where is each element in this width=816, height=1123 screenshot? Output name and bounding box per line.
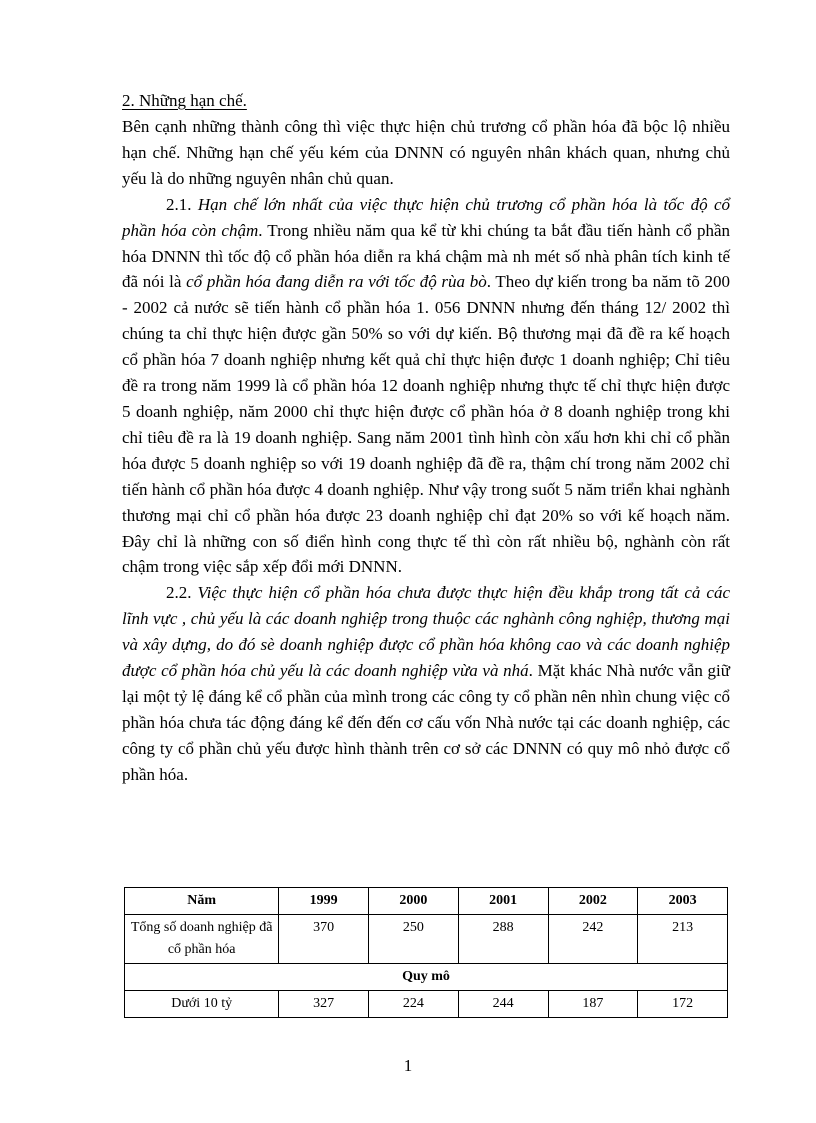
table-cell: 244 (458, 991, 548, 1018)
p22-text-1: . Mặt khác Nhà nước vẫn giữ lại một tỷ lệ đáng kể cổ phần của mình trong các công ty cổ phần nên nhìn chung việc cổ phần hóa chưa tác động đáng kể đến đến cơ cấu vốn Nhà nước tại các doanh nghiệp, các công ty cổ phần chủ yếu được hình thành trên cơ sở các DNNN có quy mô nhỏ được cổ phần hóa. (122, 661, 730, 784)
table-section-label: Quy mô (125, 964, 728, 991)
table-cell: 187 (548, 991, 638, 1018)
table-cell: 172 (638, 991, 728, 1018)
table-row-label: Tổng số doanh nghiệp đã cổ phần hóa (125, 915, 279, 964)
p21-text-2: . Theo dự kiến trong ba năm tõ 200 - 2002 cả nước sẽ tiến hành cổ phần hóa 1. 056 DNNN nhưng đến tháng 12/ 2002 thì chúng ta chỉ thực hiện được gần 50% so với dự kiến. Bộ thương mại đã đề ra kế hoạch cổ phần hóa 7 doanh nghiệp nhưng kết quả chỉ thực hiện được 1 doanh nghiệp; Chỉ tiêu đề ra trong năm 1999 là cổ phần hóa 12 doanh nghiệp nhưng thực tế chỉ thực hiện được 5 doanh nghiệp, năm 2000 chỉ thực hiện được cổ phần hóa ở 8 doanh nghiệp trong khi chỉ tiêu đề ra là 19 doanh nghiệp. Sang năm 2001 tình hình còn xấu hơn khi chỉ cổ phần hóa được 5 doanh nghiệp so với 19 doanh nghiệp đã đề ra, thậm chí trong năm 2002 chỉ tiến hành cổ phần hóa được 4 doanh nghiệp. Như vậy trong suốt 5 năm triển khai nghành thương mại chỉ cổ phần hóa được 23 doanh nghiệp chỉ đạt 20% so với kế hoạch năm. Đây chỉ là những con số điển hình cong thực tế thì còn rất nhiều bộ, nghành còn rất chậm trong việc sắp xếp đổi mới DNNN. (122, 272, 731, 577)
page-number: 1 (403, 1056, 413, 1075)
table-section-row (125, 964, 728, 991)
table-row (125, 991, 728, 1018)
table-cell: 250 (369, 915, 459, 964)
p21-text-1: . Trong nhiều năm qua kể từ khi chúng ta bắt đầu tiến hành cổ phần hóa DNNN thì tốc độ cổ phần hóa diễn ra khá chậm mà nh mét số nhà phân tích kinh tế đã nói là (122, 220, 730, 292)
p22-number: 2.2. (166, 583, 198, 603)
table-header-cell: 2002 (548, 888, 638, 915)
table-header-cell: 2001 (458, 888, 548, 915)
section-heading: 2. Những hạn chế. (122, 91, 247, 110)
p22-italic-1: Việc thực hiện cổ phần hóa chưa được thực hiện đều khắp trong tất cả các lĩnh vực , chủ yếu là các doanh nghiệp trong thuộc các nghành công nghiệp, thương mại và xây dựng, do đó sè doanh nghiệp được cổ phần hóa không cao và các doanh nghiệp được cổ phần hóa chủ yếu là các doanh nghiệp vừa và nhá (122, 583, 730, 681)
p21-number: 2.1. (166, 194, 198, 214)
table-cell: 242 (548, 915, 638, 964)
table-cell: 224 (369, 991, 459, 1018)
table-cell: 370 (279, 915, 369, 964)
table-cell: 288 (458, 915, 548, 964)
paragraph-2-1 (122, 192, 730, 581)
table-header-cell: Năm (125, 888, 279, 915)
table-cell: 327 (279, 991, 369, 1018)
table-header-row (125, 888, 728, 915)
table-header-cell: 1999 (279, 888, 369, 915)
p21-italic-1: Hạn chế lớn nhất của việc thực hiện chủ trương cổ phần hóa là tốc độ cổ phần hóa còn chậm (122, 194, 730, 240)
intro-paragraph: Bên cạnh những thành công thì việc thực hiện chủ trương cổ phần hóa đã bộc lộ nhiều hạn chế. Những hạn chế yếu kém của DNNN có nguyên nhân khách quan, nhưng chủ yếu là do những nguyên nhân chủ quan. (122, 117, 730, 188)
table-header-cell: 2000 (369, 888, 459, 915)
document-body (122, 88, 730, 788)
table-row-label: Dưới 10 tỷ (125, 991, 279, 1018)
table-header-cell: 2003 (638, 888, 728, 915)
p21-italic-2: cổ phần hóa đang diễn ra với tốc độ rùa bò (186, 272, 487, 292)
table-row (125, 915, 728, 964)
table-cell: 213 (638, 915, 728, 964)
statistics-table (124, 887, 728, 1018)
paragraph-2-2 (122, 580, 730, 787)
